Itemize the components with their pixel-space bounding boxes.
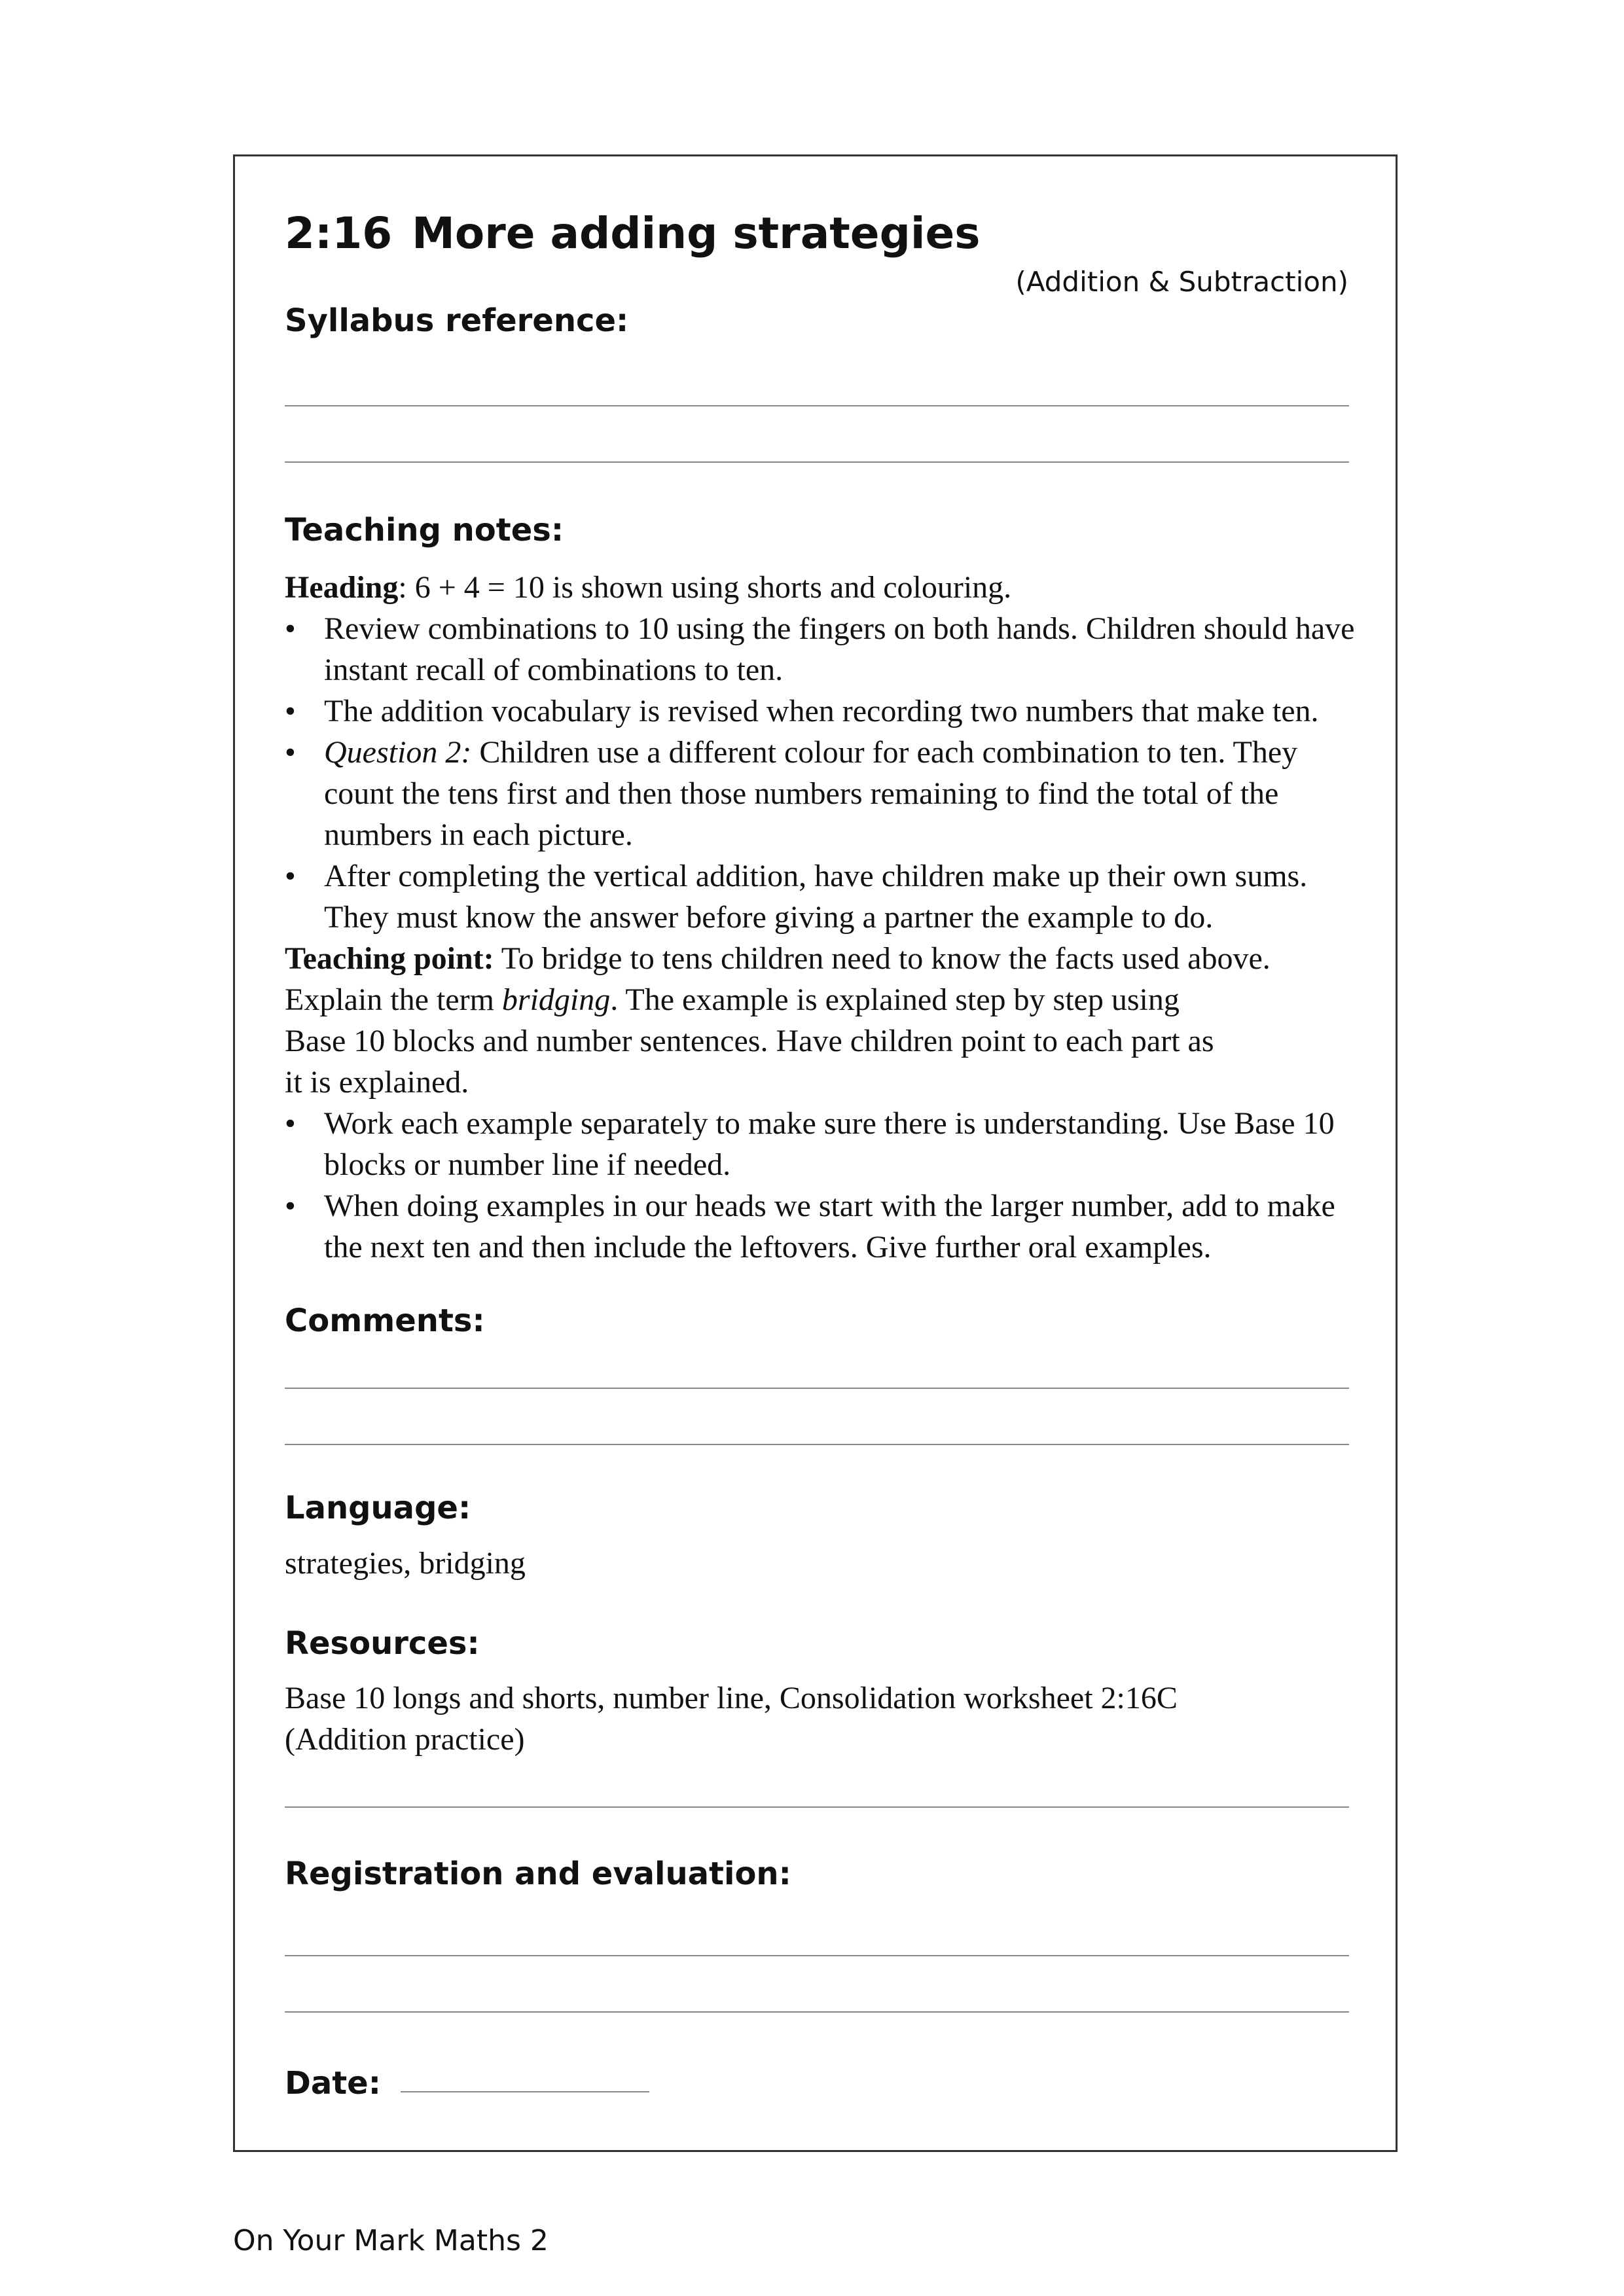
registration-heading: Registration and evaluation:	[285, 1856, 791, 1892]
date-label: Date:	[285, 2065, 381, 2102]
lesson-title: More adding strategies	[412, 208, 981, 259]
list-item	[285, 855, 1371, 938]
list-item-text: After completing the vertical addition, have children make up their own sums. They must know the answer before giving a partner the example to do.	[324, 859, 1308, 935]
teaching-notes-heading: Teaching notes:	[285, 512, 564, 548]
list-item-text: Review combinations to 10 using the fingers on both hands. Children should have instant recall of combinations to ten.	[324, 611, 1355, 687]
registration-line-2	[285, 2011, 1349, 2013]
teaching-point-text: To bridge to tens children need to know the facts used above.	[494, 941, 1271, 976]
teaching-notes-body	[285, 567, 1371, 1268]
comments-line-2	[285, 1444, 1349, 1445]
list-item-label: Question 2:	[324, 735, 472, 770]
teaching-point	[285, 938, 1371, 1103]
teaching-point-text: Base 10 blocks and number sentences. Have children point to each part as	[285, 1024, 1214, 1058]
footer-text: On Your Mark Maths 2	[233, 2224, 549, 2257]
list-item	[285, 732, 1371, 855]
registration-line-1	[285, 1955, 1349, 1956]
list-item-text: Children use a different colour for each combination to ten. They count the tens first and then those numbers remaining to find the total of the numbers in each picture.	[324, 735, 1298, 852]
lesson-number: 2:16	[285, 208, 393, 259]
list-item	[285, 1185, 1371, 1268]
strand-label: (Addition & Subtraction)	[1015, 266, 1348, 298]
resources-line: (Addition practice)	[285, 1722, 525, 1757]
syllabus-line-1	[285, 405, 1349, 406]
teaching-point-text: . The example is explained step by step using	[610, 982, 1180, 1017]
comments-heading: Comments:	[285, 1302, 485, 1339]
teaching-point-text: Explain the term	[285, 982, 502, 1017]
bullet-icon: •	[285, 1106, 296, 1141]
teaching-point-text: it is explained.	[285, 1065, 469, 1100]
date-field-line	[401, 2091, 649, 2092]
language-heading: Language:	[285, 1490, 471, 1526]
language-text: strategies, bridging	[285, 1546, 526, 1581]
list-item	[285, 691, 1371, 732]
heading-note-label: Heading	[285, 570, 399, 605]
comments-line-1	[285, 1388, 1349, 1389]
list-item	[285, 608, 1371, 691]
heading-note	[285, 567, 1371, 608]
heading-note-text: : 6 + 4 = 10 is shown using shorts and colouring.	[398, 570, 1012, 605]
list-item	[285, 1103, 1371, 1185]
syllabus-line-2	[285, 461, 1349, 463]
resources-heading: Resources:	[285, 1625, 480, 1662]
resources-line-rule	[285, 1806, 1349, 1808]
resources-line: Base 10 longs and shorts, number line, Consolidation worksheet 2:16C	[285, 1681, 1178, 1715]
teaching-point-label: Teaching point:	[285, 941, 494, 976]
resources-text	[285, 1677, 1371, 1760]
bullet-icon: •	[285, 1189, 296, 1223]
bullet-icon: •	[285, 859, 296, 893]
page-title	[285, 208, 980, 259]
teaching-point-term: bridging	[501, 982, 611, 1017]
syllabus-heading: Syllabus reference:	[285, 302, 629, 339]
list-item-text: The addition vocabulary is revised when recording two numbers that make ten.	[324, 694, 1319, 728]
bullet-icon: •	[285, 735, 296, 770]
bullet-icon: •	[285, 694, 296, 728]
bullet-icon: •	[285, 611, 296, 646]
list-item-text: When doing examples in our heads we start with the larger number, add to make the next ten and then include the leftovers. Give further oral examples.	[324, 1189, 1335, 1265]
list-item-text: Work each example separately to make sure there is understanding. Use Base 10 blocks or number line if needed.	[324, 1106, 1335, 1182]
